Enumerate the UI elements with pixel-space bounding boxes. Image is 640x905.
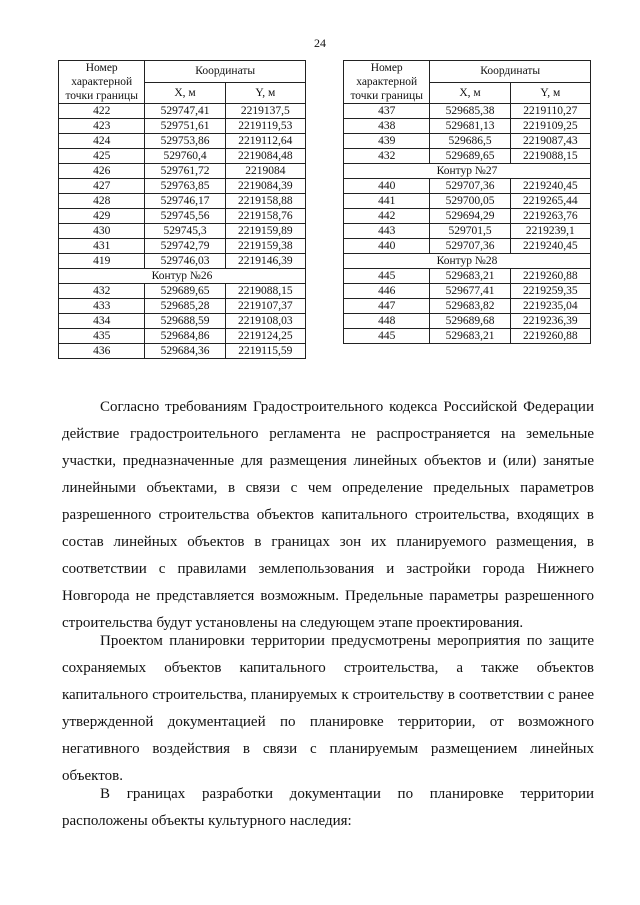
table-row — [344, 134, 591, 149]
header-coordinates: Координаты — [430, 61, 591, 83]
y-coordinate-cell: 2219084,48 — [225, 149, 305, 164]
table-row — [344, 149, 591, 164]
header-x: X, м — [430, 82, 510, 104]
table-row — [59, 119, 306, 134]
x-coordinate-cell: 529683,21 — [430, 329, 510, 344]
x-coordinate-cell: 529685,28 — [145, 299, 225, 314]
point-number-cell: 435 — [59, 329, 145, 344]
table-row — [59, 224, 306, 239]
section-row — [344, 164, 591, 179]
point-number-cell: 424 — [59, 134, 145, 149]
section-label: Контур №27 — [344, 164, 591, 179]
x-coordinate-cell: 529684,86 — [145, 329, 225, 344]
x-coordinate-cell: 529700,05 — [430, 194, 510, 209]
x-coordinate-cell: 529683,82 — [430, 299, 510, 314]
table-body-left — [59, 61, 306, 359]
point-number-cell: 438 — [344, 119, 430, 134]
x-coordinate-cell: 529689,65 — [430, 149, 510, 164]
header-y: Y, м — [510, 82, 590, 104]
x-coordinate-cell: 529685,38 — [430, 104, 510, 119]
x-coordinate-cell: 529707,36 — [430, 179, 510, 194]
point-number-cell: 430 — [59, 224, 145, 239]
y-coordinate-cell: 2219110,27 — [510, 104, 590, 119]
table-row — [59, 194, 306, 209]
point-number-cell: 425 — [59, 149, 145, 164]
x-coordinate-cell: 529686,5 — [430, 134, 510, 149]
y-coordinate-cell: 2219235,04 — [510, 299, 590, 314]
x-coordinate-cell: 529684,36 — [145, 344, 225, 359]
point-number-cell: 433 — [59, 299, 145, 314]
paragraph-cultural-heritage — [62, 781, 594, 835]
y-coordinate-cell: 2219108,03 — [225, 314, 305, 329]
y-coordinate-cell: 2219088,15 — [225, 284, 305, 299]
y-coordinate-cell: 2219107,37 — [225, 299, 305, 314]
point-number-cell: 432 — [344, 149, 430, 164]
table-row — [344, 284, 591, 299]
table-row — [344, 209, 591, 224]
point-number-cell: 437 — [344, 104, 430, 119]
table-row — [344, 269, 591, 284]
y-coordinate-cell: 2219146,39 — [225, 254, 305, 269]
header-point-number: Номер характерной точки границы — [59, 61, 145, 104]
table-row — [59, 284, 306, 299]
y-coordinate-cell: 2219265,44 — [510, 194, 590, 209]
y-coordinate-cell: 2219260,88 — [510, 269, 590, 284]
y-coordinate-cell: 2219159,38 — [225, 239, 305, 254]
point-number-cell: 440 — [344, 239, 430, 254]
x-coordinate-cell: 529677,41 — [430, 284, 510, 299]
x-coordinate-cell: 529746,17 — [145, 194, 225, 209]
table-row — [59, 164, 306, 179]
x-coordinate-cell: 529707,36 — [430, 239, 510, 254]
table-row — [344, 119, 591, 134]
coordinates-table-left — [58, 60, 306, 359]
y-coordinate-cell: 2219115,59 — [225, 344, 305, 359]
y-coordinate-cell: 2219137,5 — [225, 104, 305, 119]
x-coordinate-cell: 529745,3 — [145, 224, 225, 239]
table-row — [59, 314, 306, 329]
point-number-cell: 441 — [344, 194, 430, 209]
point-number-cell: 432 — [59, 284, 145, 299]
y-coordinate-cell: 2219260,88 — [510, 329, 590, 344]
y-coordinate-cell: 2219240,45 — [510, 179, 590, 194]
table-row — [59, 209, 306, 224]
table-row — [59, 254, 306, 269]
point-number-cell: 448 — [344, 314, 430, 329]
x-coordinate-cell: 529689,68 — [430, 314, 510, 329]
table-row — [344, 179, 591, 194]
x-coordinate-cell: 529688,59 — [145, 314, 225, 329]
y-coordinate-cell: 2219124,25 — [225, 329, 305, 344]
table-row — [59, 104, 306, 119]
x-coordinate-cell: 529683,21 — [430, 269, 510, 284]
point-number-cell: 443 — [344, 224, 430, 239]
x-coordinate-cell: 529689,65 — [145, 284, 225, 299]
x-coordinate-cell: 529751,61 — [145, 119, 225, 134]
point-number-cell: 428 — [59, 194, 145, 209]
point-number-cell: 440 — [344, 179, 430, 194]
paragraph-protection-measures — [62, 628, 594, 790]
y-coordinate-cell: 2219088,15 — [510, 149, 590, 164]
point-number-cell: 446 — [344, 284, 430, 299]
table-row — [344, 314, 591, 329]
point-number-cell: 426 — [59, 164, 145, 179]
section-row — [344, 254, 591, 269]
table-row — [344, 104, 591, 119]
table-row — [59, 149, 306, 164]
y-coordinate-cell: 2219084 — [225, 164, 305, 179]
x-coordinate-cell: 529742,79 — [145, 239, 225, 254]
point-number-cell: 445 — [344, 329, 430, 344]
point-number-cell: 429 — [59, 209, 145, 224]
section-row — [59, 269, 306, 284]
y-coordinate-cell: 2219084,39 — [225, 179, 305, 194]
y-coordinate-cell: 2219158,88 — [225, 194, 305, 209]
header-x: X, м — [145, 82, 225, 104]
y-coordinate-cell: 2219240,45 — [510, 239, 590, 254]
table-header-row — [59, 61, 306, 83]
y-coordinate-cell: 2219236,39 — [510, 314, 590, 329]
section-label: Контур №26 — [59, 269, 306, 284]
paragraph-text: Проектом планировки территории предусмотрены мероприятия по защите сохраняемых объектов капитального строительства, а также объектов капитального строительства, планируемых к строительству в соответствии с ранее утвержденной документацией по планировке территории, от возможного негативного воздействия в связи с планируемым размещением линейных объектов. — [62, 633, 594, 784]
y-coordinate-cell: 2219158,76 — [225, 209, 305, 224]
point-number-cell: 445 — [344, 269, 430, 284]
table-row — [344, 194, 591, 209]
y-coordinate-cell: 2219159,89 — [225, 224, 305, 239]
header-point-number: Номер характерной точки границы — [344, 61, 430, 104]
table-header-row — [344, 61, 591, 83]
header-y: Y, м — [225, 82, 305, 104]
x-coordinate-cell: 529681,13 — [430, 119, 510, 134]
table-row — [59, 134, 306, 149]
x-coordinate-cell: 529763,85 — [145, 179, 225, 194]
coordinates-table-right — [343, 60, 591, 344]
point-number-cell: 447 — [344, 299, 430, 314]
table-row — [59, 329, 306, 344]
table-row — [344, 239, 591, 254]
x-coordinate-cell: 529746,03 — [145, 254, 225, 269]
y-coordinate-cell: 2219259,35 — [510, 284, 590, 299]
point-number-cell: 434 — [59, 314, 145, 329]
paragraph-urban-regulation — [62, 394, 594, 637]
x-coordinate-cell: 529747,41 — [145, 104, 225, 119]
point-number-cell: 427 — [59, 179, 145, 194]
x-coordinate-cell: 529761,72 — [145, 164, 225, 179]
x-coordinate-cell: 529694,29 — [430, 209, 510, 224]
point-number-cell: 436 — [59, 344, 145, 359]
table-row — [344, 224, 591, 239]
y-coordinate-cell: 2219263,76 — [510, 209, 590, 224]
x-coordinate-cell: 529753,86 — [145, 134, 225, 149]
y-coordinate-cell: 2219239,1 — [510, 224, 590, 239]
x-coordinate-cell: 529701,5 — [430, 224, 510, 239]
point-number-cell: 419 — [59, 254, 145, 269]
point-number-cell: 431 — [59, 239, 145, 254]
y-coordinate-cell: 2219109,25 — [510, 119, 590, 134]
point-number-cell: 423 — [59, 119, 145, 134]
table-row — [59, 344, 306, 359]
x-coordinate-cell: 529760,4 — [145, 149, 225, 164]
point-number-cell: 442 — [344, 209, 430, 224]
table-row — [59, 179, 306, 194]
table-row — [59, 299, 306, 314]
point-number-cell: 422 — [59, 104, 145, 119]
point-number-cell: 439 — [344, 134, 430, 149]
header-coordinates: Координаты — [145, 61, 306, 83]
y-coordinate-cell: 2219112,64 — [225, 134, 305, 149]
x-coordinate-cell: 529745,56 — [145, 209, 225, 224]
section-label: Контур №28 — [344, 254, 591, 269]
paragraph-text: Согласно требованиям Градостроительного кодекса Российской Федерации действие градостроительного регламента не распространяется на земельные участки, предназначенные для размещения линейных объектов и (или) занятые линейными объектами, в связи с чем определение предельных параметров разрешенного строительства объектов капитального строительства, входящих в состав линейных объектов в границах зон их планируемого размещения, в соответствии с правилами землепользования и застройки города Нижнего Новгорода не представляется возможным. Предельные параметры разрешенного строительства будут установлены на следующем этапе проектирования. — [62, 399, 594, 631]
table-row — [344, 329, 591, 344]
page-number: 24 — [314, 36, 326, 50]
table-body-right — [344, 61, 591, 344]
table-row — [344, 299, 591, 314]
table-row — [59, 239, 306, 254]
paragraph-text: В границах разработки документации по планировке территории расположены объекты культурного наследия: — [62, 786, 594, 829]
y-coordinate-cell: 2219119,53 — [225, 119, 305, 134]
y-coordinate-cell: 2219087,43 — [510, 134, 590, 149]
